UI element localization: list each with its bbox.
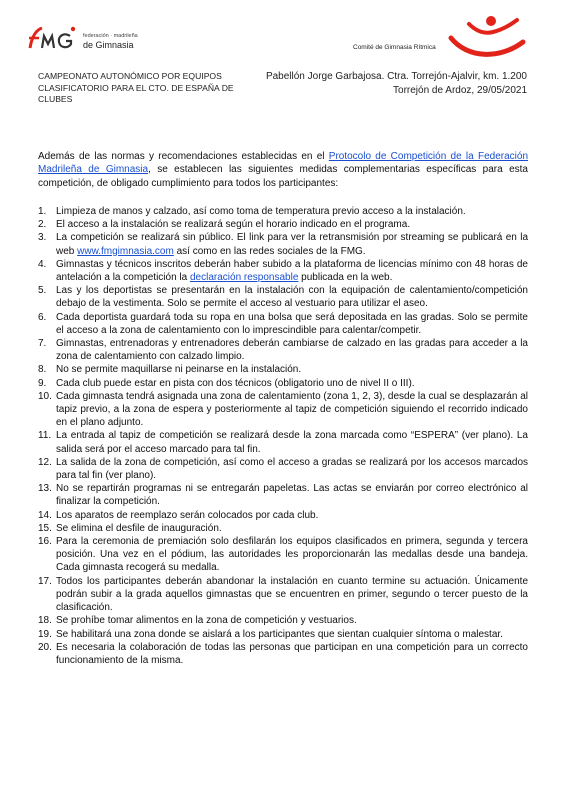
list-item — [38, 575, 528, 615]
item-text: Todos los participantes deberán abandonar la instalación en cuanto termine su actuación. Únicamente podrán subir a la grada aquellos gimnastas que se encuentren en primer, segundo o tercer puesto de la clasificación. — [56, 575, 528, 614]
item-number: 8. — [38, 364, 47, 376]
list-item — [38, 390, 528, 430]
list-item — [38, 311, 528, 337]
event-title: CAMPEONATO AUTONÓMICO POR EQUIPOS CLASIFICATORIO PARA EL CTO. DE ESPAÑA DE CLUBES — [38, 71, 234, 105]
item-text: Cada club puede estar en pista con dos técnicos (obligatorio uno de nivel II o III). — [56, 377, 415, 389]
item-text: Las y los deportistas se presentarán en la instalación con la equipación de calentamiento/competición debajo de la vestimenta. Solo se permite el acceso al vestuario para utilizar el aseo. — [56, 285, 528, 310]
item-number: 2. — [38, 219, 47, 231]
item-text: Los aparatos de reemplazo serán colocados por cada club. — [56, 509, 319, 521]
item-text: Cada deportista guardará toda su ropa en una bolsa que será depositada en las gradas. Solo se permite el acceso a la zona de calentamiento con lo imprescindible para calentar/competir. — [56, 311, 528, 336]
item-number: 15. — [38, 522, 52, 534]
gymnast-ribbon-icon — [447, 14, 527, 66]
list-item — [38, 363, 528, 376]
item-text: Limpieza de manos y calzado, así como toma de temperatura previo acceso a la instalación. — [56, 206, 466, 217]
item-text: La entrada al tapiz de competición se realizará desde la zona marcada como “ESPERA” (ver plano). La salida será por el acceso marcado para tal fin. — [56, 430, 528, 455]
intro-paragraph — [38, 150, 528, 190]
item-number: 9. — [38, 377, 47, 389]
item-number: 13. — [38, 483, 52, 495]
list-item — [38, 482, 528, 508]
item-text: Se prohíbe tomar alimentos en la zona de competición y vestuarios. — [56, 615, 357, 627]
federation-small-text: federación · madrileña — [83, 33, 138, 39]
measures-list — [38, 205, 528, 667]
federation-name: de Gimnasia — [83, 40, 134, 50]
venue-address: Pabellón Jorge Garbajosa. Ctra. Torrejón-Ajalvir, km. 1.200 — [265, 71, 527, 82]
item-text: Se elimina el desfile de inauguración. — [56, 522, 222, 534]
item-number: 17. — [38, 575, 52, 587]
item-number: 16. — [38, 536, 52, 548]
item-text: Cada gimnasta tendrá asignada una zona de calentamiento (zona 1, 2, 3), desde la cual se desplazarán al tapiz previo, a la zona de espera y posteriormente al tapiz de competición siguiendo el recorrido indicado en el plano adjunto. — [56, 390, 528, 429]
item-text: Se habilitará una zona donde se aislará a los participantes que sientan cualquier síntoma o malestar. — [56, 628, 503, 640]
list-item — [38, 284, 528, 310]
list-item — [38, 429, 528, 455]
intro-text-before: Además de las normas y recomendaciones establecidas en el — [38, 151, 329, 162]
item-text: Es necesaria la colaboración de todas las personas que participan en una competición para un correcto funcionamiento de la misma. — [56, 641, 528, 666]
fmg-website-link[interactable]: www.fmgimnasia.com — [77, 245, 174, 257]
list-item — [38, 337, 528, 363]
item-text: Para la ceremonia de premiación solo desfilarán los equipos clasificados en primera, segunda y tercera posición. Una vez en el pódium, las autoridades les proporcionarán las medallas desde una bandeja. Cada gimnasta recogerá su medalla. — [56, 536, 528, 574]
item-number: 20. — [38, 641, 52, 653]
item-number: 10. — [38, 390, 52, 402]
list-item — [38, 231, 528, 257]
item-text: Gimnastas, entrenadoras y entrenadores deberán cambiarse de calzado en las gradas para acceder a la zona de calentamiento con calzado limpio. — [56, 338, 528, 363]
list-item — [38, 205, 528, 218]
item-number: 7. — [38, 338, 47, 350]
place-date: Torrejón de Ardoz, 29/05/2021 — [393, 84, 527, 96]
item-text: Gimnastas y técnicos inscritos deberán haber subido a la plataforma de licencias mínimo con 48 horas de antelación a la competición la — [56, 258, 528, 284]
item-number: 18. — [38, 615, 52, 627]
item-text: La competición se realizará sin público. El link para ver la retransmisión por streaming se publicará en la web — [56, 232, 528, 257]
item-number: 14. — [38, 509, 52, 521]
protocol-link[interactable]: Protocolo de Competición de la Federación Madrileña de Gimnasia — [38, 151, 529, 176]
rg-committee-logo — [447, 14, 527, 66]
item-number: 12. — [38, 456, 52, 468]
list-item — [38, 456, 528, 482]
item-text: La salida de la zona de competición, así como el acceso a gradas se realizará por los accesos marcados para tal fin (ver plano). — [56, 456, 528, 482]
item-text: No se repartirán programas ni se entregarán papeletas. Las actas se enviarán por correo electrónico al finalizar la competición. — [56, 483, 528, 508]
item-number: 19. — [38, 628, 52, 640]
list-item — [38, 628, 528, 641]
item-text: No se permite maquillarse ni peinarse en la instalación. — [56, 364, 302, 376]
item-number: 1. — [38, 206, 47, 217]
declaration-link[interactable]: declaración responsable — [189, 272, 299, 284]
item-number: 3. — [38, 232, 47, 244]
list-item — [38, 641, 528, 667]
item-text: así como en las redes sociales de la FMG. — [173, 245, 366, 257]
fmg-logo — [26, 22, 146, 56]
item-number: 11. — [38, 430, 52, 442]
item-number: 6. — [38, 311, 47, 323]
item-text: publicada en la web. — [298, 272, 393, 284]
committee-label: Comité de Gimnasia Rítmica — [353, 44, 436, 51]
item-text: El acceso a la instalación se realizará según el horario indicado en el programa. — [56, 219, 411, 231]
list-item — [38, 522, 528, 535]
fmg-logo-mark-icon — [26, 22, 82, 54]
intro-text-after: , se establecen las siguientes medidas complementarias específicas para esta competición, de obligado cumplimiento para todos los participantes: — [38, 164, 528, 189]
list-item — [38, 218, 528, 231]
list-item — [38, 535, 528, 575]
list-item — [38, 614, 528, 627]
list-item — [38, 377, 528, 390]
item-number: 5. — [38, 285, 47, 297]
item-number: 4. — [38, 258, 47, 270]
list-item — [38, 509, 528, 522]
list-item — [38, 258, 528, 284]
venue-block — [266, 70, 527, 97]
